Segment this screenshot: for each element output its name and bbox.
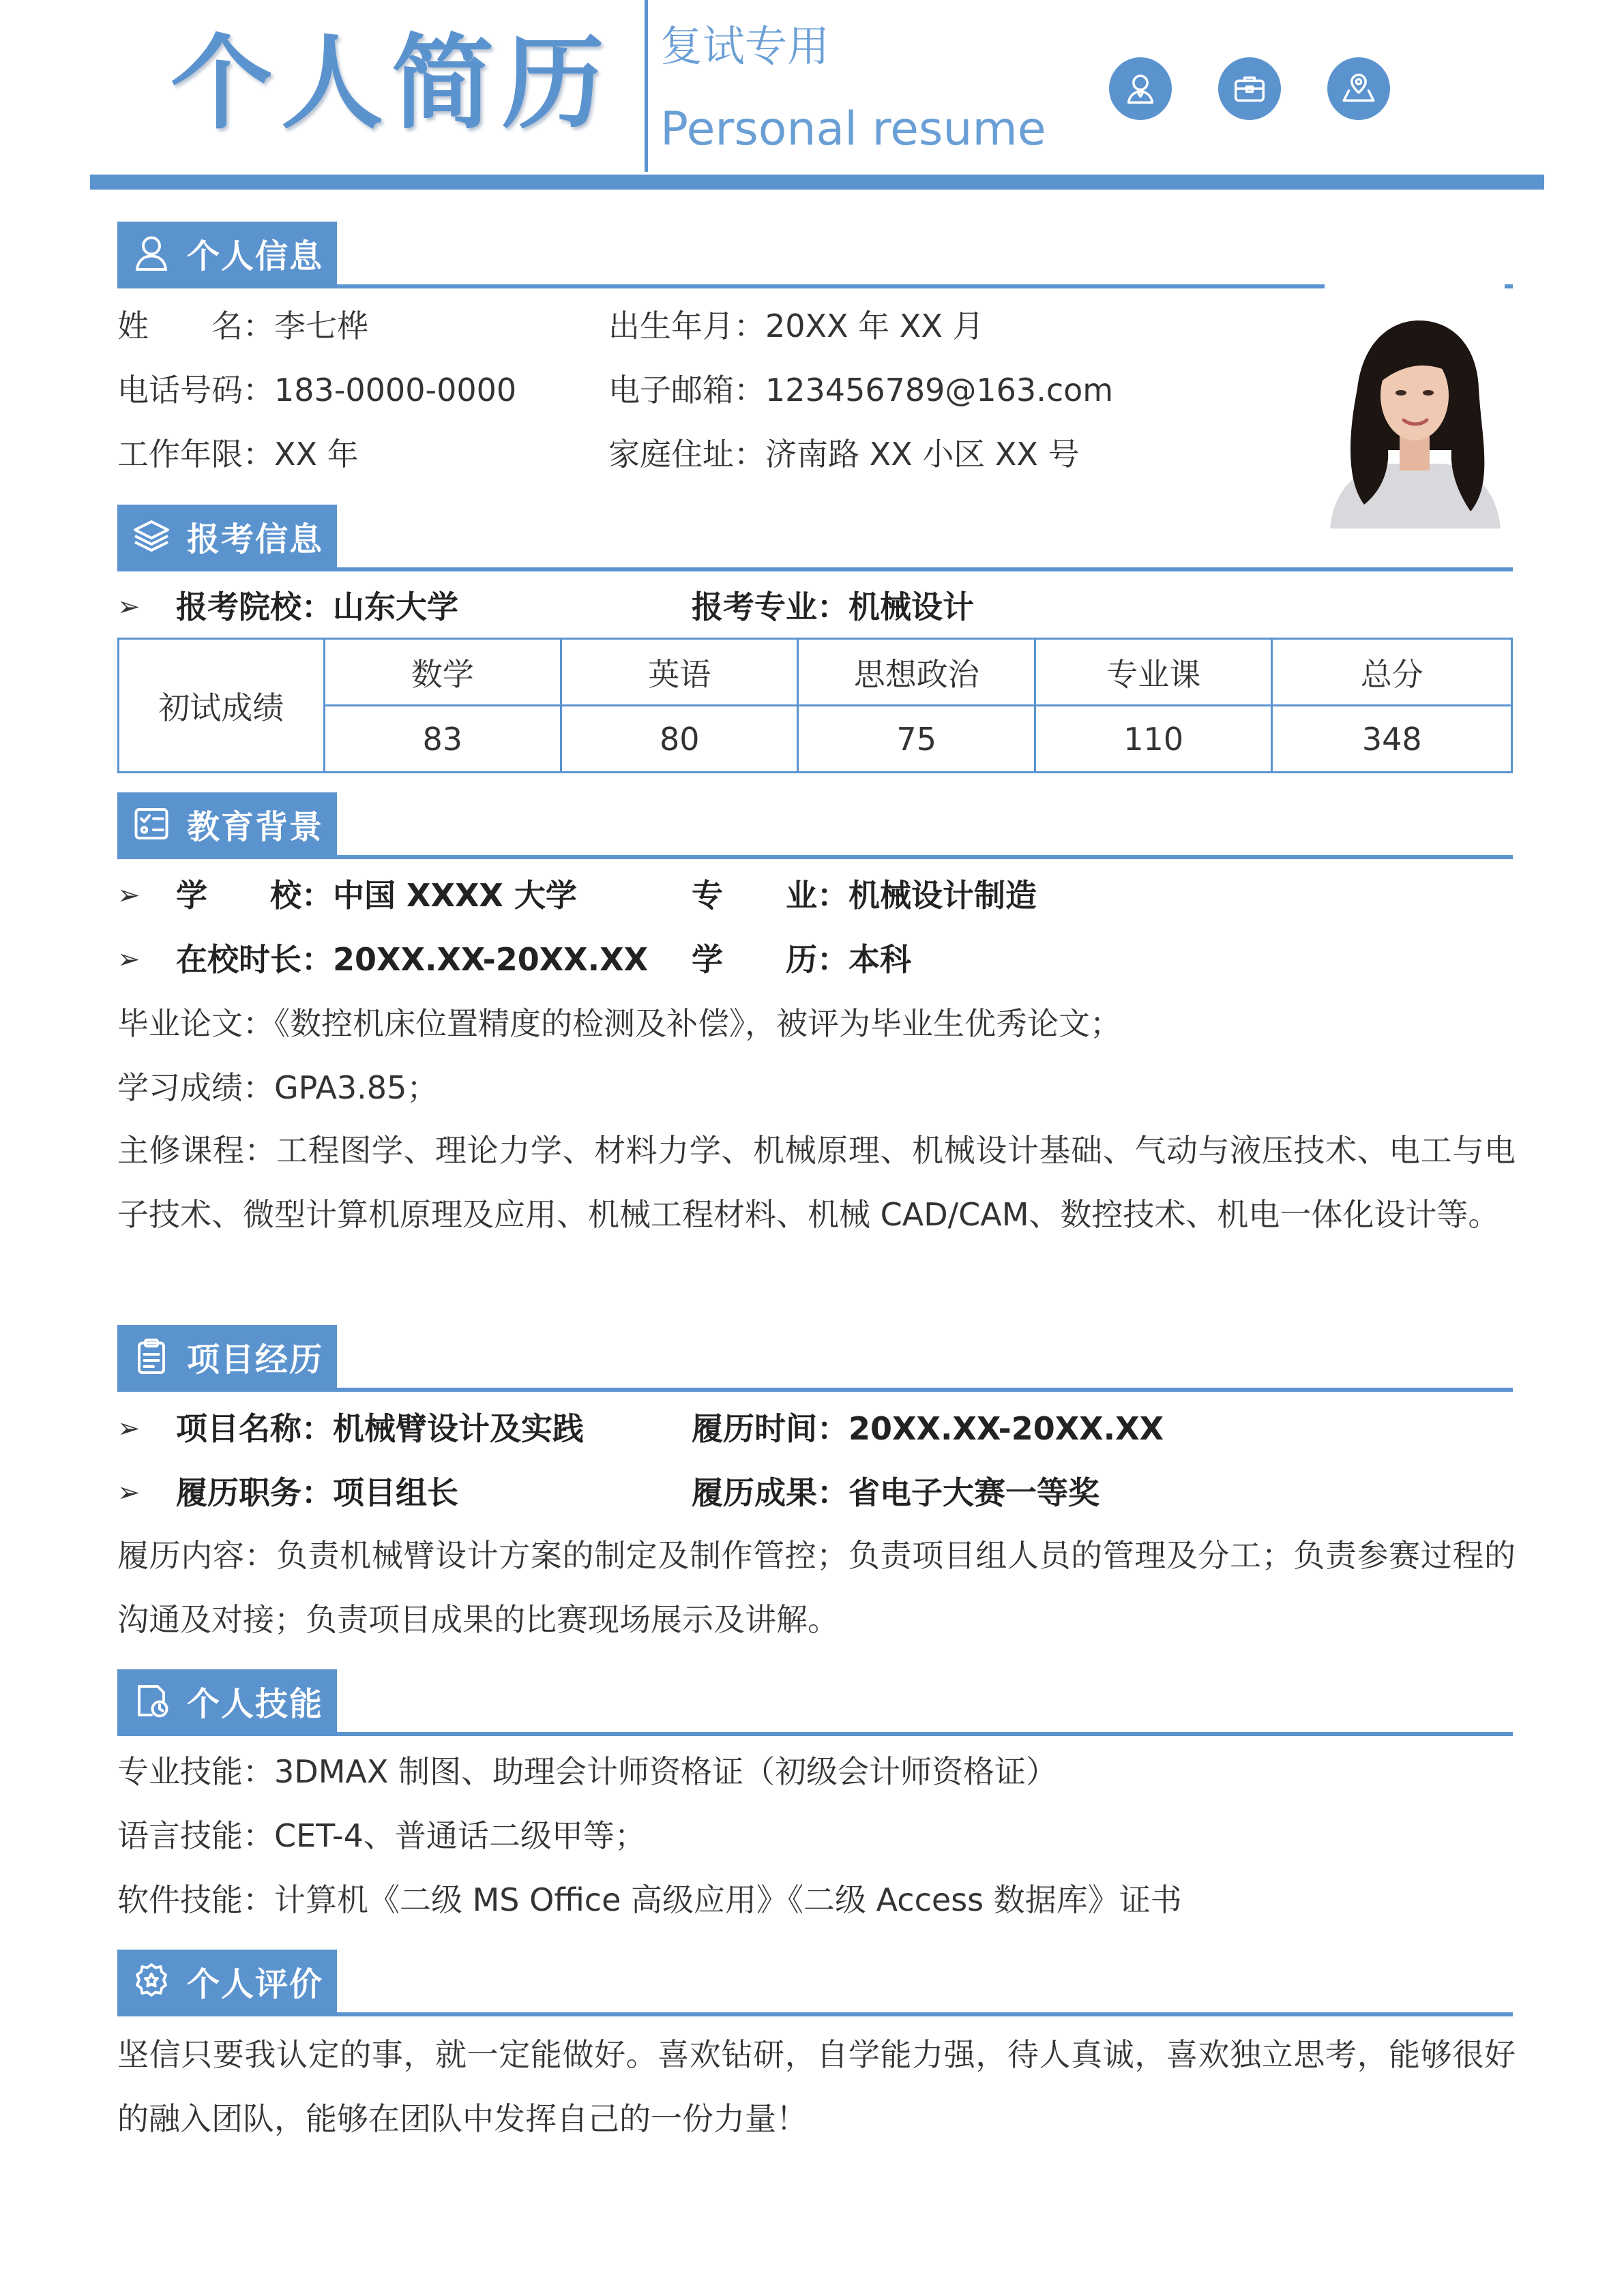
project-name: 项目名称：机械臂设计及实践	[176, 1410, 584, 1447]
checklist-icon	[131, 803, 172, 844]
section-underline	[117, 1388, 1513, 1392]
profile-photo	[1323, 300, 1506, 528]
skill-icon	[131, 1680, 172, 1721]
project-time: 履历时间：20XX.XX-20XX.XX	[692, 1410, 1164, 1447]
header-bar	[90, 175, 1544, 190]
bullet-arrow-icon: ➢	[117, 591, 141, 623]
section-skills	[117, 1669, 337, 1732]
edu-thesis: 毕业论文：《数控机床位置精度的检测及补偿》，被评为毕业生优秀论文；	[117, 1005, 1121, 1042]
score-cell: 80	[561, 706, 798, 773]
section-underline	[117, 567, 1513, 571]
subject-cell: 专业课	[1035, 639, 1272, 706]
briefcase-icon	[1218, 57, 1281, 120]
phone-label: 电话号码：	[117, 372, 274, 408]
section-underline	[117, 2012, 1513, 2016]
section-heading: 报考信息	[187, 520, 324, 558]
table-row	[119, 706, 1512, 773]
edu-courses: 主修课程：工程图学、理论力学、材料力学、机械原理、机械设计基础、气动与液压技术、电工与电子技术、微型计算机原理及应用、机械工程材料、机械 CAD/CAM、数控技术、机电一体化设计等。	[117, 1132, 1516, 1233]
name-value: 李七桦	[274, 308, 368, 344]
birth-value: 20XX 年 XX 月	[765, 308, 984, 344]
skill-language: 语言技能：CET-4、普通话二级甲等；	[117, 1817, 646, 1854]
person-icon	[131, 233, 172, 273]
project-role: 履历职务：项目组长	[176, 1474, 458, 1511]
edu-gpa: 学习成绩：GPA3.85；	[117, 1069, 439, 1106]
bullet-arrow-icon: ➢	[117, 880, 141, 911]
header-divider	[645, 0, 648, 172]
subtitle-en: Personal resume	[660, 102, 1046, 156]
edu-degree: 学 历：本科	[692, 941, 911, 978]
subject-cell: 数学	[324, 639, 561, 706]
section-underline	[117, 855, 1513, 859]
name-label: 姓 名：	[117, 308, 274, 344]
section-heading: 个人技能	[187, 1684, 324, 1723]
section-exam-info	[117, 505, 337, 567]
section-heading: 项目经历	[187, 1340, 324, 1379]
skill-professional: 专业技能：3DMAX 制图、助理会计师资格证（初级会计师资格证）	[117, 1753, 1057, 1790]
years-value: XX 年	[274, 436, 359, 473]
exam-major: 报考专业：机械设计	[692, 588, 974, 625]
name-row	[117, 305, 368, 346]
address-label: 家庭住址：	[608, 436, 765, 473]
edu-school: 学 校：中国 XXXX 大学	[176, 877, 577, 914]
table-row	[119, 639, 1512, 706]
bullet-arrow-icon: ➢	[117, 944, 141, 975]
exam-school: 报考院校：山东大学	[176, 588, 458, 625]
birth-row	[608, 305, 984, 346]
edu-major: 专 业：机械设计制造	[692, 877, 1037, 914]
score-row-label: 初试成绩	[119, 639, 325, 773]
years-label: 工作年限：	[117, 436, 274, 473]
years-row	[117, 434, 359, 475]
section-project	[117, 1325, 337, 1388]
subject-cell: 总分	[1272, 639, 1512, 706]
phone-row	[117, 370, 516, 411]
address-value: 济南路 XX 小区 XX 号	[765, 436, 1080, 473]
score-cell: 83	[324, 706, 561, 773]
section-evaluation	[117, 1950, 337, 2012]
project-content: 履历内容：负责机械臂设计方案的制定及制作管控；负责项目组人员的管理及分工；负责参赛过程的沟通及对接；负责项目成果的比赛现场展示及讲解。	[117, 1537, 1516, 1638]
section-underline	[117, 1732, 1513, 1736]
layers-icon	[131, 516, 172, 556]
resume-title: 个人简历	[171, 25, 613, 143]
user-icon	[1109, 57, 1172, 120]
bullet-arrow-icon: ➢	[117, 1477, 141, 1508]
email-label: 电子邮箱：	[608, 372, 765, 408]
section-education	[117, 792, 337, 855]
location-map-icon	[1327, 57, 1390, 120]
birth-label: 出生年月：	[608, 308, 765, 344]
section-underline	[117, 284, 1325, 288]
skill-software: 软件技能：计算机《二级 MS Office 高级应用》《二级 Access 数据库》证书	[117, 1881, 1182, 1918]
email-value: 123456789@163.com	[765, 372, 1114, 408]
subject-cell: 英语	[561, 639, 798, 706]
bullet-arrow-icon: ➢	[117, 1413, 141, 1444]
project-result: 履历成果：省电子大赛一等奖	[692, 1474, 1099, 1511]
score-table	[117, 638, 1513, 773]
score-cell: 110	[1035, 706, 1272, 773]
email-row	[608, 370, 1113, 411]
clipboard-icon	[131, 1336, 172, 1377]
edu-duration: 在校时长：20XX.XX-20XX.XX	[176, 941, 649, 978]
section-underline-end	[1505, 284, 1513, 288]
phone-value: 183-0000-0000	[274, 372, 517, 408]
subject-cell: 思想政治	[798, 639, 1035, 706]
evaluation-text: 坚信只要我认定的事，就一定能做好。喜欢钻研，自学能力强，待人真诚，喜欢独立思考，能够很好的融入团队，能够在团队中发挥自己的一份力量！	[117, 2036, 1516, 2137]
award-icon	[131, 1960, 172, 2001]
score-cell: 75	[798, 706, 1035, 773]
section-heading: 教育背景	[187, 807, 324, 846]
section-personal-info	[117, 222, 337, 284]
subtitle-cn: 复试专用	[660, 21, 830, 71]
section-heading: 个人评价	[187, 1965, 324, 2003]
address-row	[608, 434, 1080, 475]
section-heading: 个人信息	[187, 237, 324, 275]
score-cell: 348	[1272, 706, 1512, 773]
